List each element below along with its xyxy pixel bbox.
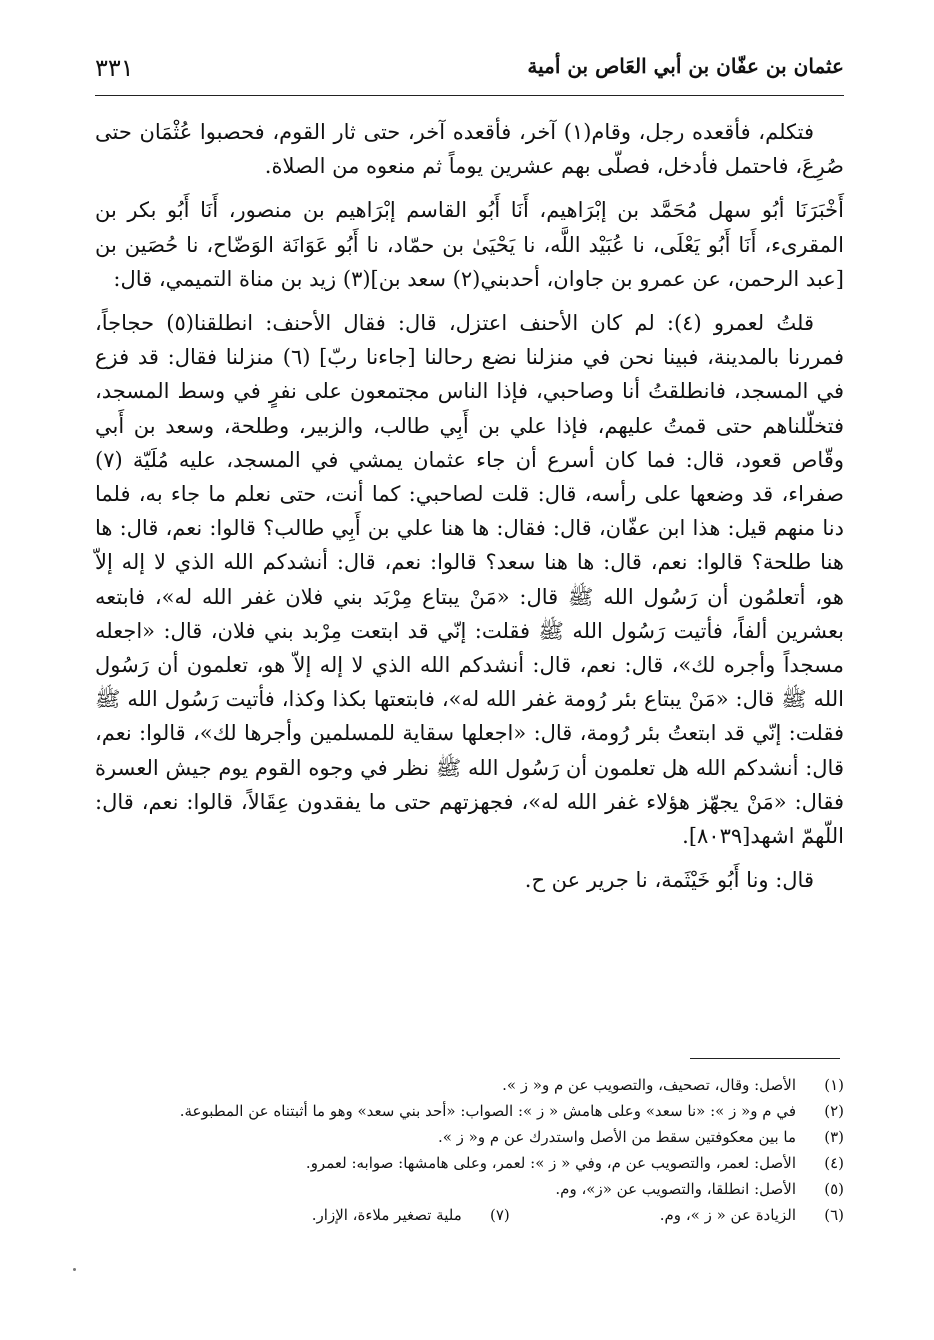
footnote-text: الأصل: انطلقا، والتصويب عن «ز»، وم. (555, 1180, 796, 1198)
footnote-number: (٣) (824, 1128, 844, 1146)
paragraph-2-isnad: أَخْبَرَنَا أبُو سهل مُحَمَّد بن إبْرَاهيم، أَنَا أَبُو القاسم إبْرَاهيم بن منصور، أَنَا أَبُو بكر بن المقرىء، أَنَا أَبُو يَعْلَى، نا عُبَيْد اللَّه، نا يَحْيَىٰ بن حمّاد، نا أَبُو عَوَانَة الوَضّاح، نا حُصَين بن [عبد الرحمن، عن عمرو بن جاوان، أحدبني(٢) سعد بن](٣) زيد بن مناة التميمي، قال: (95, 198, 844, 291)
footnote-3 (95, 1124, 844, 1150)
footnote-text: الأصل: وقال، تصحيف، والتصويب عن م و« ز ». (502, 1076, 796, 1094)
footnote-text: في م و« ز »: «نا سعد» وعلى هامش « ز »: الصواب: «أحد بني سعد» وهو ما أثبتناه عن المطبوعة. (179, 1102, 796, 1120)
page-number: ٣٣١ (95, 54, 134, 82)
footnote-text: الزيادة عن « ز »، وم. (659, 1206, 796, 1224)
footnote-number: (٢) (824, 1102, 844, 1120)
paragraph-4: قال: ونا أَبُو خَيْثَمة، نا جرير عن ح. (524, 868, 814, 893)
footnote-6-7 (95, 1202, 844, 1228)
footnote-4 (95, 1150, 844, 1176)
paragraph-3-narration: قلتُ لعمرو (٤): لم كان الأحنف اعتزل، قال: فقال الأحنف: انطلقنا(٥) حجاجاً، فمررنا بالمدينة، فبينا نحن في منزلنا نضع رحالنا [جاءنا ربّ] (٦) منزلنا فقال: قد فزع في المسجد، فانطلقتُ أنا وصاحبي، فإذا الناس مجتمعون على نفرٍ في وسط المسجد، فتخلّلناهم حتى قمتُ عليهم، فإذا علي بن أَبِي طالب، والزبير، وطلحة، وسعد بن أَبي وقّاص قعود، قال: فما كان أسرع أن جاء عثمان يمشي في المسجد، عليه مُلَيّة (٧) صفراء، قد وضعها على رأسه، قال: قلت لصاحبي: كما أنت، حتى نعلم ما جاء به، فلما دنا منهم قيل: هذا ابن عفّان، قال: فقال: ها هنا علي بن أَبِي طالب؟ قالوا: نعم، قال: ها هنا طلحة؟ قالوا: نعم، قال: ها هنا سعد؟ قالوا: نعم، قال: أنشدكم الله الذي لا إله إلاّ هو، أتعلمُون أن رَسُول الله ﷺ قال: «مَنْ يبتاع مِرْبَد بني فلان غفر الله له»، فابتعه بعشرين ألفاً، فأتيت رَسُول الله ﷺ فقلت: إنّي قد ابتعت مِرْبد بني فلان، قال: «اجعله مسجداً وأجره لك»، قال: نعم، قال: أنشدكم الله الذي لا إله إلاّ هو، تعلمون أن رَسُول الله ﷺ قال: «مَنْ يبتاع بئر رُومة غفر الله له»، فابتعتها بكذا وكذا، فأتيت رَسُول الله ﷺ فقلت: إنّي قد ابتعتُ بئر رُومة، قال: «اجعلها سقاية للمسلمين وأجرها لك»، قالوا: نعم، قال: أنشدكم الله هل تعلمون أن رَسُول الله ﷺ نظر في وجوه القوم يوم جيش العسرة فقال: «مَنْ يجهّز هؤلاء غفر الله له»، فجهزتهم حتى ما يفقدون عِقَالاً، قالوا: نعم، قال: اللّهمّ اشهد[٨٠٣٩]. (95, 311, 845, 849)
footnote-number: (١) (824, 1076, 844, 1094)
footnote-number: (٥) (824, 1180, 844, 1198)
scan-speck (73, 1268, 76, 1271)
footnote-number: (٧) (489, 1206, 510, 1224)
footnote-rule (690, 1058, 840, 1059)
footnote-number: (٦) (824, 1206, 844, 1224)
paragraph-1: فتكلم، فأقعده رجل، وقام(١) آخر، فأقعده آخر، حتى ثار القوم، فحصبوا عُثْمَان حتى صُرِعَ، فاحتمل فأدخل، فصلّى بهم عشرين يوماً ثم منعوه من الصلاة. (95, 120, 844, 179)
footnote-7 (312, 1202, 510, 1228)
running-title: عثمان بن عفّان بن أبي العَاص بن أمية (527, 54, 844, 78)
footnote-6 (660, 1202, 844, 1228)
page-header (95, 50, 844, 90)
footnote-2 (95, 1098, 844, 1124)
header-rule (95, 95, 844, 96)
footnote-text: الأصل: لعمر، والتصويب عن م، وفي « ز »: لعمر، وعلى هامشها: صوابه: لعمرو. (305, 1154, 796, 1172)
footnote-number: (٤) (824, 1154, 844, 1172)
main-text (95, 115, 844, 907)
footnotes (95, 1072, 844, 1228)
footnote-1 (95, 1072, 844, 1098)
footnote-5 (95, 1176, 844, 1202)
footnote-text: ما بين معكوفتين سقط من الأصل واستدرك عن م و« ز ». (437, 1128, 796, 1146)
footnote-text: ملية تصغير ملاءة، الإزار. (311, 1206, 462, 1224)
